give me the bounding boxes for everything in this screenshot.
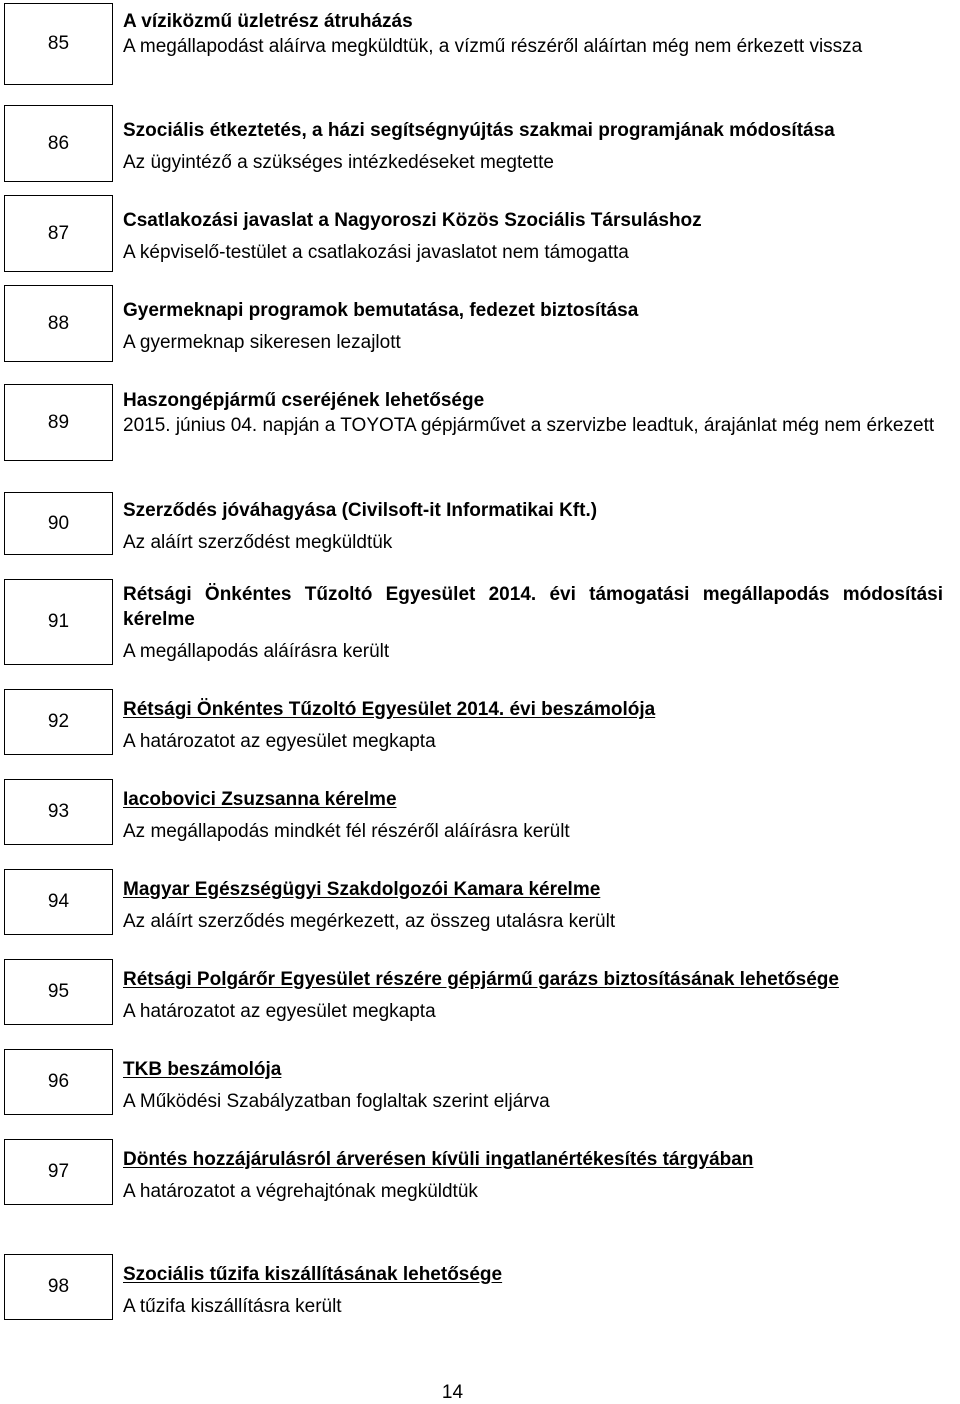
item-title: Rétsági Önkéntes Tűzoltó Egyesület 2014. évi támogatási megállapodás módosítási kérelme bbox=[123, 584, 943, 630]
item-number: 98 bbox=[47, 1276, 70, 1297]
item-entry bbox=[123, 1057, 943, 1114]
item-note: Az ügyintéző a szükséges intézkedéseket megtette bbox=[123, 152, 554, 173]
item-number-box bbox=[4, 869, 113, 935]
item-note: 2015. június 04. napján a TOYOTA gépjárművet a szervizbe leadtuk, árajánlat még nem érkezett bbox=[123, 415, 935, 436]
item-note: Az aláírt szerződést megküldtük bbox=[123, 532, 393, 553]
item-note: A megállapodás aláírásra került bbox=[123, 641, 390, 662]
item-entry bbox=[123, 298, 943, 355]
item-entry bbox=[123, 498, 943, 555]
item-number-box bbox=[4, 492, 113, 555]
item-note: A megállapodást aláírva megküldtük, a vízmű részéről aláírtan még nem érkezett vissza bbox=[123, 36, 863, 57]
item-entry bbox=[123, 118, 943, 175]
item-number-box bbox=[4, 285, 113, 362]
item-entry bbox=[123, 877, 943, 934]
item-number-box bbox=[4, 105, 113, 182]
item-note: A képviselő-testület a csatlakozási javaslatot nem támogatta bbox=[123, 242, 629, 263]
item-note: A gyermeknap sikeresen lezajlott bbox=[123, 332, 401, 353]
item-number-box bbox=[4, 959, 113, 1025]
item-number: 88 bbox=[47, 312, 70, 334]
item-number: 89 bbox=[47, 411, 70, 433]
item-title: A víziközmű üzletrész átruházás bbox=[123, 11, 413, 32]
item-number: 92 bbox=[47, 711, 70, 732]
item-title: Szociális étkeztetés, a házi segítségnyújtás szakmai programjának módosítása bbox=[123, 120, 835, 141]
item-number-box bbox=[4, 3, 113, 85]
item-number: 95 bbox=[47, 981, 70, 1002]
item-number-box bbox=[4, 689, 113, 755]
item-number: 85 bbox=[47, 33, 70, 54]
item-title: Magyar Egészségügyi Szakdolgozói Kamara kérelme bbox=[123, 879, 601, 900]
item-entry bbox=[123, 1147, 943, 1204]
item-number: 91 bbox=[47, 611, 70, 632]
item-entry bbox=[123, 9, 943, 59]
item-number-box bbox=[4, 384, 113, 461]
item-number: 87 bbox=[47, 222, 70, 244]
item-note: A határozatot az egyesület megkapta bbox=[123, 731, 436, 752]
item-number-box bbox=[4, 579, 113, 665]
item-note: Az aláírt szerződés megérkezett, az összeg utalásra került bbox=[123, 911, 616, 932]
item-title: Döntés hozzájárulásról árverésen kívüli ingatlanértékesítés tárgyában bbox=[123, 1149, 754, 1170]
item-number-box bbox=[4, 195, 113, 272]
item-note: A Működési Szabályzatban foglaltak szerint eljárva bbox=[123, 1091, 550, 1112]
item-title: Rétsági Polgárőr Egyesület részére gépjármű garázs biztosításának lehetősége bbox=[123, 969, 839, 990]
item-number: 94 bbox=[47, 891, 70, 912]
item-number-box bbox=[4, 779, 113, 845]
item-title: TKB beszámolója bbox=[123, 1059, 282, 1080]
item-entry bbox=[123, 208, 943, 265]
item-number-box bbox=[4, 1139, 113, 1205]
item-note: A határozatot az egyesület megkapta bbox=[123, 1001, 436, 1022]
item-number: 90 bbox=[47, 512, 70, 534]
item-title: Rétsági Önkéntes Tűzoltó Egyesület 2014. évi beszámolója bbox=[123, 699, 656, 720]
item-number: 86 bbox=[47, 132, 70, 154]
item-number: 96 bbox=[47, 1071, 70, 1092]
item-note: A határozatot a végrehajtónak megküldtük bbox=[123, 1181, 478, 1202]
item-title: Csatlakozási javaslat a Nagyoroszi Közös Szociális Társuláshoz bbox=[123, 210, 702, 231]
item-entry bbox=[123, 388, 943, 438]
item-number: 97 bbox=[47, 1161, 70, 1182]
item-number-box bbox=[4, 1254, 113, 1320]
item-note: A tűzifa kiszállításra került bbox=[123, 1296, 342, 1317]
item-title: Gyermeknapi programok bemutatása, fedezet biztosítása bbox=[123, 300, 639, 321]
item-entry bbox=[123, 967, 943, 1024]
item-number-box bbox=[4, 1049, 113, 1115]
item-entry bbox=[123, 697, 943, 754]
item-number: 93 bbox=[47, 801, 70, 822]
item-entry bbox=[123, 582, 943, 664]
item-note: Az megállapodás mindkét fél részéről aláírásra került bbox=[123, 821, 570, 842]
item-title: Haszongépjármű cseréjének lehetősége bbox=[123, 390, 485, 411]
item-entry bbox=[123, 1262, 943, 1319]
page-number: 14 bbox=[441, 1382, 464, 1403]
item-entry bbox=[123, 787, 943, 844]
item-title: Szerződés jóváhagyása (Civilsoft-it Informatikai Kft.) bbox=[123, 500, 598, 521]
item-title: Szociális tűzifa kiszállításának lehetősége bbox=[123, 1264, 503, 1285]
item-title: Iacobovici Zsuzsanna kérelme bbox=[123, 789, 397, 810]
